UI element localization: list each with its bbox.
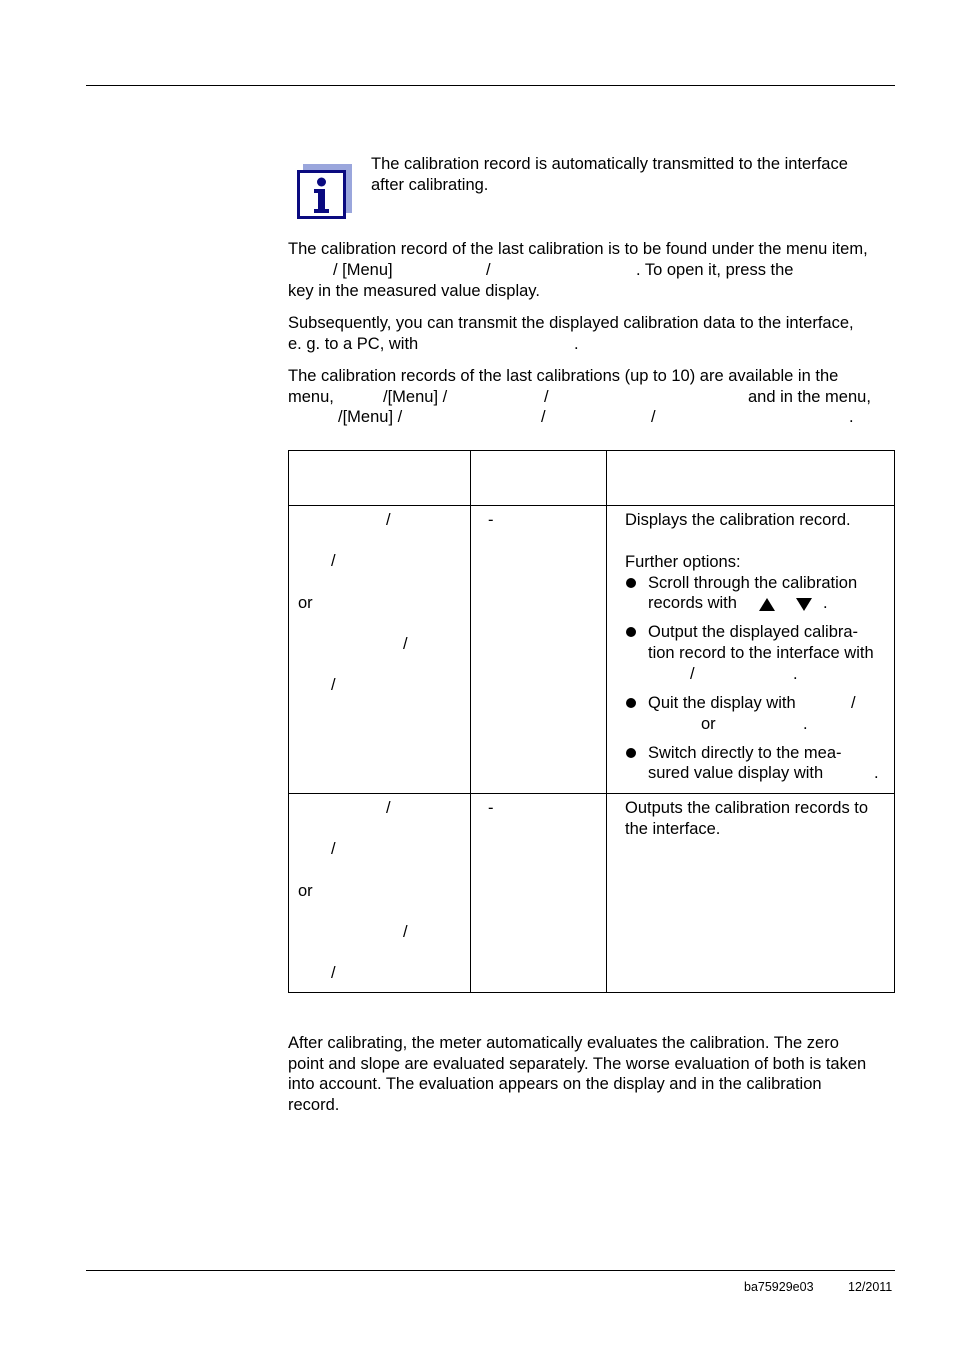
- row1-bullet4-line2: sured value display with: [648, 764, 824, 782]
- row1-bullet3-line2a: or: [701, 715, 716, 733]
- row1-description: Displays the calibration record.: [625, 511, 851, 529]
- para1-line-3: key in the measured value display.: [288, 282, 540, 300]
- row2-col1-item: /: [403, 923, 408, 941]
- row1-bullet4-end: .: [874, 764, 879, 782]
- row1-col2-value: -: [488, 511, 494, 529]
- row2-description-line2: the interface.: [625, 820, 721, 838]
- bullet-icon: [626, 627, 636, 637]
- arrow-down-icon: [796, 598, 812, 611]
- note-line-2: after calibrating.: [371, 176, 489, 194]
- row1-col3: [607, 506, 895, 794]
- bullet-icon: [626, 698, 636, 708]
- header-rule: [86, 85, 895, 86]
- footer-doc-id: ba75929e03: [744, 1280, 814, 1294]
- row1-bullet3-line1b: /: [851, 694, 856, 712]
- para4-line-1: After calibrating, the meter automatically evaluates the calibration. The zero: [288, 1034, 839, 1052]
- row2-description-line1: Outputs the calibration records to: [625, 799, 869, 817]
- para3-line-3c: /: [651, 408, 656, 426]
- para3-line-3d: .: [849, 408, 854, 426]
- footer-rule: [86, 1270, 895, 1271]
- arrow-up-icon: [759, 598, 775, 611]
- footer-date: 12/2011: [848, 1280, 893, 1294]
- row1-col1: [289, 506, 471, 794]
- para4-line-2: point and slope are evaluated separately. The worse evaluation of both is taken: [288, 1055, 867, 1073]
- row2-col2-value: -: [488, 799, 494, 817]
- para4-line-3: into account. The evaluation appears on the display and in the calibration: [288, 1075, 822, 1093]
- para3-line-2d: and in the menu,: [748, 388, 871, 406]
- row1-bullet4-line1: Switch directly to the mea-: [648, 744, 842, 762]
- row2-col1: [289, 794, 471, 993]
- para2-line-2b: .: [574, 335, 579, 353]
- row1-bullet1-line2: records with: [648, 594, 737, 612]
- row1-col1-item: /: [331, 676, 336, 694]
- row1-col1-item: /: [386, 511, 391, 529]
- table-row: [289, 506, 895, 794]
- row1-further-options: Further options:: [625, 553, 741, 571]
- bullet-icon: [626, 578, 636, 588]
- para1-line-2a: / [Menu]: [333, 261, 393, 279]
- row1-col1-item: or: [298, 594, 313, 612]
- row1-bullet1-line1: Scroll through the calibration: [648, 574, 858, 592]
- para1-line-1: The calibration record of the last calibration is to be found under the menu item,: [288, 240, 868, 258]
- row2-col2: [471, 794, 607, 993]
- row2-col1-item: /: [386, 799, 391, 817]
- info-icon: [297, 164, 353, 220]
- note-line-1: The calibration record is automatically transmitted to the interface: [371, 155, 848, 173]
- table-row: [289, 794, 895, 993]
- para3-line-2c: /: [544, 388, 549, 406]
- row1-col1-item: /: [331, 552, 336, 570]
- para1-line-2b: /: [486, 261, 491, 279]
- row1-bullet2-line1: Output the displayed calibra-: [648, 623, 859, 641]
- header-cell-3: [607, 451, 895, 506]
- menu-table: [288, 450, 895, 993]
- para3-line-2b: /[Menu] /: [383, 388, 448, 406]
- para3-line-3b: /: [541, 408, 546, 426]
- row1-bullet2-line3b: .: [793, 665, 798, 683]
- header-cell-2: [471, 451, 607, 506]
- row2-col1-item: or: [298, 882, 313, 900]
- para3-line-1: The calibration records of the last calibrations (up to 10) are available in the: [288, 367, 839, 385]
- row1-bullet3-line2b: .: [803, 715, 808, 733]
- para3-line-2a: menu,: [288, 388, 334, 406]
- row1-col1-item: /: [403, 635, 408, 653]
- para2-line-2a: e. g. to a PC, with: [288, 335, 419, 353]
- row1-bullet1-end: .: [823, 594, 828, 612]
- para3-line-3a: /[Menu] /: [338, 408, 403, 426]
- row1-bullet3-line1a: Quit the display with: [648, 694, 796, 712]
- para4-line-4: record.: [288, 1096, 340, 1114]
- row1-col2: [471, 506, 607, 794]
- para1-line-2c: . To open it, press the: [636, 261, 794, 279]
- header-cell-1: [289, 451, 471, 506]
- row2-col3: [607, 794, 895, 993]
- bullet-icon: [626, 748, 636, 758]
- table-header-row: [289, 451, 895, 506]
- row1-bullet2-line3a: /: [690, 665, 695, 683]
- row2-col1-item: /: [331, 840, 336, 858]
- row2-col1-item: /: [331, 964, 336, 982]
- row1-bullet2-line2: tion record to the interface with: [648, 644, 874, 662]
- para2-line-1: Subsequently, you can transmit the displayed calibration data to the interface,: [288, 314, 854, 332]
